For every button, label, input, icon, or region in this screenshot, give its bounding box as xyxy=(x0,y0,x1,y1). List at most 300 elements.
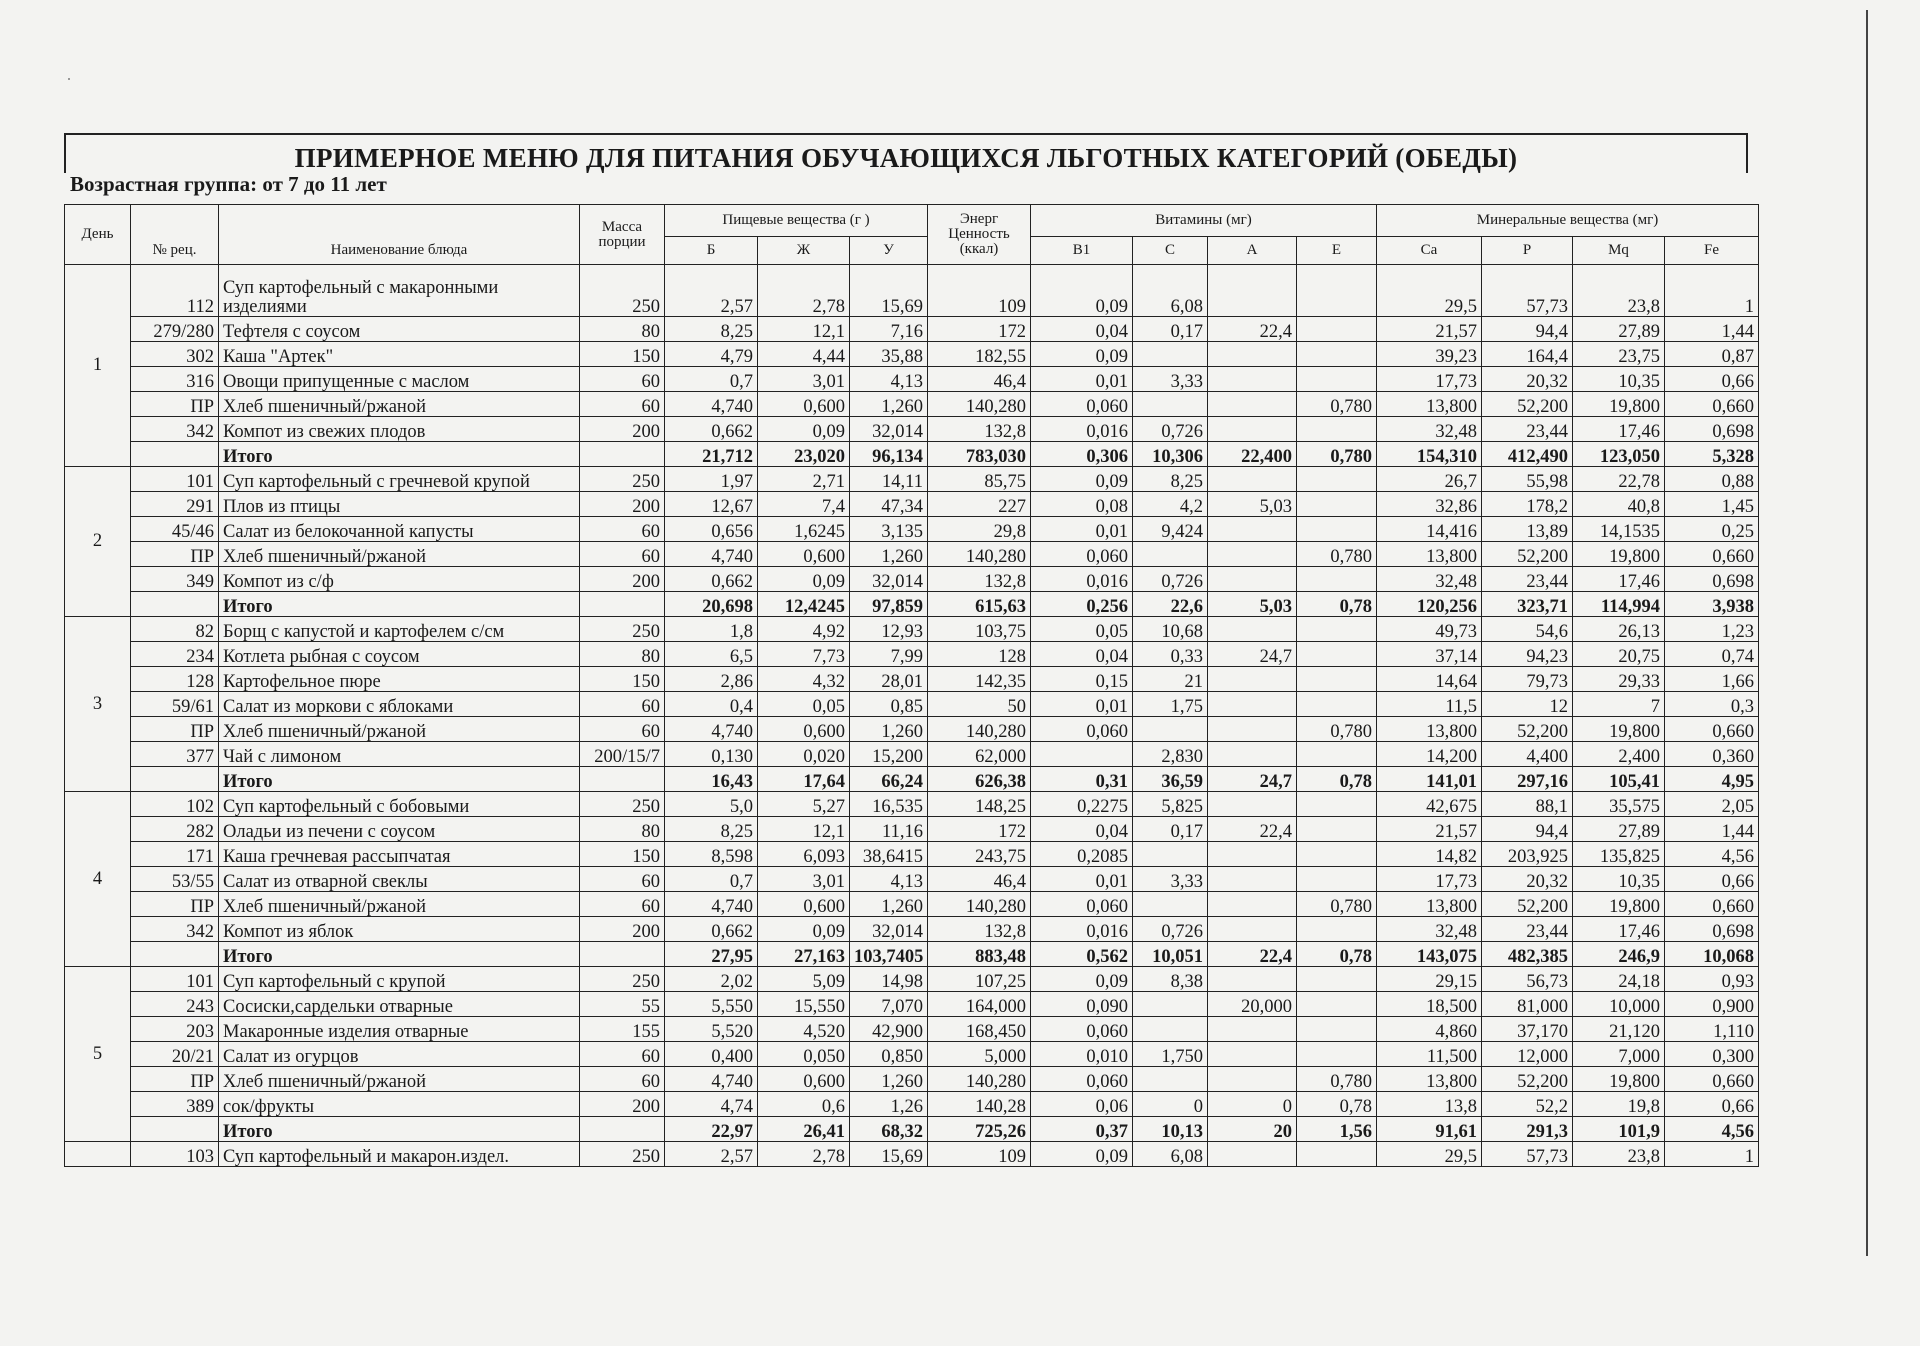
value-cell xyxy=(1208,892,1297,917)
total-value: 22,97 xyxy=(665,1117,758,1142)
total-value: 482,385 xyxy=(1482,942,1573,967)
value-cell xyxy=(1208,1042,1297,1067)
total-label: Итого xyxy=(219,767,580,792)
value-cell: 200 xyxy=(580,567,665,592)
value-cell: 42,900 xyxy=(850,1017,928,1042)
value-cell xyxy=(1208,967,1297,992)
value-cell: 1,66 xyxy=(1665,667,1759,692)
value-cell: 0,780 xyxy=(1297,892,1377,917)
value-cell: 22,78 xyxy=(1573,467,1665,492)
recipe-number: 342 xyxy=(131,917,219,942)
value-cell xyxy=(1297,867,1377,892)
value-cell: 0,600 xyxy=(758,542,850,567)
value-cell: 21,57 xyxy=(1377,817,1482,842)
value-cell: 0,656 xyxy=(665,517,758,542)
value-cell: 0,74 xyxy=(1665,642,1759,667)
value-cell: 0,66 xyxy=(1665,867,1759,892)
value-cell xyxy=(1297,692,1377,717)
value-cell xyxy=(1208,367,1297,392)
value-cell: 11,16 xyxy=(850,817,928,842)
value-cell xyxy=(1208,867,1297,892)
value-cell: 0,600 xyxy=(758,392,850,417)
value-cell: 0 xyxy=(1208,1092,1297,1117)
recipe-number: 342 xyxy=(131,417,219,442)
value-cell: 0,360 xyxy=(1665,742,1759,767)
total-value: 16,43 xyxy=(665,767,758,792)
value-cell xyxy=(1297,567,1377,592)
value-cell: 1,75 xyxy=(1133,692,1208,717)
value-cell: 32,48 xyxy=(1377,567,1482,592)
value-cell: 11,500 xyxy=(1377,1042,1482,1067)
header-zh: Ж xyxy=(758,237,850,265)
value-cell: 1,8 xyxy=(665,617,758,642)
value-cell: 1,110 xyxy=(1665,1017,1759,1042)
value-cell: 13,800 xyxy=(1377,542,1482,567)
value-cell: 62,000 xyxy=(928,742,1031,767)
value-cell: 0,698 xyxy=(1665,417,1759,442)
value-cell: 52,200 xyxy=(1482,717,1573,742)
total-row xyxy=(65,942,1759,967)
value-cell: 140,280 xyxy=(928,542,1031,567)
value-cell: 49,73 xyxy=(1377,617,1482,642)
value-cell: 0,016 xyxy=(1031,417,1133,442)
value-cell: 38,6415 xyxy=(850,842,928,867)
value-cell: 0,660 xyxy=(1665,892,1759,917)
value-cell xyxy=(1133,992,1208,1017)
recipe-number: 377 xyxy=(131,742,219,767)
value-cell: 0,060 xyxy=(1031,542,1133,567)
value-cell xyxy=(1297,992,1377,1017)
value-cell: 1,260 xyxy=(850,542,928,567)
value-cell: 0,090 xyxy=(1031,992,1133,1017)
value-cell: 0,698 xyxy=(1665,917,1759,942)
recipe-number: 101 xyxy=(131,467,219,492)
value-cell: 37,14 xyxy=(1377,642,1482,667)
value-cell: 5,0 xyxy=(665,792,758,817)
value-cell: 13,800 xyxy=(1377,1067,1482,1092)
total-value: 22,6 xyxy=(1133,592,1208,617)
total-value: 4,95 xyxy=(1665,767,1759,792)
value-cell: 23,8 xyxy=(1573,1142,1665,1167)
value-cell xyxy=(1297,1042,1377,1067)
value-cell: 6,5 xyxy=(665,642,758,667)
total-value: 4,56 xyxy=(1665,1117,1759,1142)
value-cell: 0,17 xyxy=(1133,817,1208,842)
value-cell: 168,450 xyxy=(928,1017,1031,1042)
value-cell: 19,800 xyxy=(1573,542,1665,567)
dish-name: Хлеб пшеничный/ржаной xyxy=(219,1067,580,1092)
value-cell xyxy=(1031,742,1133,767)
recipe-number: 102 xyxy=(131,792,219,817)
total-value: 291,3 xyxy=(1482,1117,1573,1142)
value-cell: 200 xyxy=(580,492,665,517)
value-cell: 81,000 xyxy=(1482,992,1573,1017)
total-value: 27,163 xyxy=(758,942,850,967)
table-row xyxy=(65,867,1759,892)
value-cell: 14,98 xyxy=(850,967,928,992)
value-cell: 11,5 xyxy=(1377,692,1482,717)
value-cell: 32,014 xyxy=(850,567,928,592)
value-cell: 55 xyxy=(580,992,665,1017)
table-row xyxy=(65,717,1759,742)
value-cell: 0,17 xyxy=(1133,317,1208,342)
value-cell: 2,02 xyxy=(665,967,758,992)
value-cell: 60 xyxy=(580,367,665,392)
dish-name: Суп картофельный и макарон.издел. xyxy=(219,1142,580,1167)
total-value: 12,4245 xyxy=(758,592,850,617)
total-value: 36,59 xyxy=(1133,767,1208,792)
value-cell xyxy=(1208,392,1297,417)
dish-name: Суп картофельный с бобовыми xyxy=(219,792,580,817)
value-cell: 4,740 xyxy=(665,717,758,742)
table-row xyxy=(65,842,1759,867)
value-cell: 132,8 xyxy=(928,917,1031,942)
value-cell: 182,55 xyxy=(928,342,1031,367)
table-row xyxy=(65,892,1759,917)
value-cell: 0,600 xyxy=(758,892,850,917)
value-cell: 3,135 xyxy=(850,517,928,542)
value-cell: 0,33 xyxy=(1133,642,1208,667)
value-cell: 0,060 xyxy=(1031,717,1133,742)
value-cell: 15,200 xyxy=(850,742,928,767)
total-value: 26,41 xyxy=(758,1117,850,1142)
value-cell: 94,23 xyxy=(1482,642,1573,667)
table-row xyxy=(65,342,1759,367)
table-row xyxy=(65,817,1759,842)
value-cell: 0,726 xyxy=(1133,567,1208,592)
value-cell: 0,04 xyxy=(1031,642,1133,667)
value-cell: 0,060 xyxy=(1031,1017,1133,1042)
value-cell: 164,4 xyxy=(1482,342,1573,367)
value-cell: 250 xyxy=(580,265,665,317)
value-cell: 12,93 xyxy=(850,617,928,642)
total-value: 246,9 xyxy=(1573,942,1665,967)
dish-name: Салат из огурцов xyxy=(219,1042,580,1067)
value-cell: 13,800 xyxy=(1377,392,1482,417)
table-row xyxy=(65,1142,1759,1167)
dish-name: Салат из белокочанной капусты xyxy=(219,517,580,542)
dish-name: Хлеб пшеничный/ржаной xyxy=(219,392,580,417)
total-label: Итого xyxy=(219,942,580,967)
value-cell: 250 xyxy=(580,1142,665,1167)
value-cell xyxy=(1297,742,1377,767)
document-title: ПРИМЕРНОЕ МЕНЮ ДЛЯ ПИТАНИЯ ОБУЧАЮЩИХСЯ ЛЬГОТНЫХ КАТЕГОРИЙ (ОБЕДЫ) xyxy=(294,143,1518,173)
value-cell: 40,8 xyxy=(1573,492,1665,517)
value-cell: 6,08 xyxy=(1133,265,1208,317)
value-cell: 32,48 xyxy=(1377,417,1482,442)
value-cell: 4,13 xyxy=(850,867,928,892)
dish-name: Суп картофельный с гречневой крупой xyxy=(219,467,580,492)
value-cell: 21,57 xyxy=(1377,317,1482,342)
total-value: 10,13 xyxy=(1133,1117,1208,1142)
value-cell: 2,830 xyxy=(1133,742,1208,767)
value-cell: 0,662 xyxy=(665,917,758,942)
table-row xyxy=(65,567,1759,592)
value-cell: 32,48 xyxy=(1377,917,1482,942)
dish-name: Борщ с капустой и картофелем с/см xyxy=(219,617,580,642)
value-cell: 5,550 xyxy=(665,992,758,1017)
value-cell: 4,400 xyxy=(1482,742,1573,767)
value-cell: 1,750 xyxy=(1133,1042,1208,1067)
dish-name: Картофельное пюре xyxy=(219,667,580,692)
value-cell: 0,01 xyxy=(1031,692,1133,717)
dish-name: Тефтеля с соусом xyxy=(219,317,580,342)
total-value: 23,020 xyxy=(758,442,850,467)
value-cell: 7,99 xyxy=(850,642,928,667)
value-cell: 32,014 xyxy=(850,417,928,442)
value-cell: 0,016 xyxy=(1031,567,1133,592)
table-row xyxy=(65,1042,1759,1067)
day-number xyxy=(65,1142,131,1167)
total-value: 0,780 xyxy=(1297,442,1377,467)
value-cell: 8,598 xyxy=(665,842,758,867)
value-cell: 2,05 xyxy=(1665,792,1759,817)
value-cell: 200 xyxy=(580,1092,665,1117)
dish-name: Чай с лимоном xyxy=(219,742,580,767)
table-row xyxy=(65,265,1759,317)
dish-name: Макаронные изделия отварные xyxy=(219,1017,580,1042)
value-cell: 23,44 xyxy=(1482,917,1573,942)
value-cell: 1,44 xyxy=(1665,317,1759,342)
dish-name: Компот из яблок xyxy=(219,917,580,942)
header-a: A xyxy=(1208,237,1297,265)
value-cell: 140,280 xyxy=(928,1067,1031,1092)
table-row xyxy=(65,367,1759,392)
recipe-number: 291 xyxy=(131,492,219,517)
total-value: 66,24 xyxy=(850,767,928,792)
value-cell: 0,010 xyxy=(1031,1042,1133,1067)
header-b1: B1 xyxy=(1031,237,1133,265)
total-value: 22,4 xyxy=(1208,942,1297,967)
value-cell: 29,5 xyxy=(1377,265,1482,317)
value-cell: 250 xyxy=(580,467,665,492)
value-cell: 29,33 xyxy=(1573,667,1665,692)
age-group-label: Возрастная группа: от 7 до 11 лет xyxy=(70,172,387,196)
total-value: 323,71 xyxy=(1482,592,1573,617)
recipe-number: 20/21 xyxy=(131,1042,219,1067)
value-cell: 142,35 xyxy=(928,667,1031,692)
value-cell: 0,3 xyxy=(1665,692,1759,717)
value-cell: 22,4 xyxy=(1208,817,1297,842)
value-cell: 4,79 xyxy=(665,342,758,367)
total-value: 97,859 xyxy=(850,592,928,617)
value-cell: 24,18 xyxy=(1573,967,1665,992)
recipe-number: 103 xyxy=(131,1142,219,1167)
value-cell: 4,32 xyxy=(758,667,850,692)
total-label: Итого xyxy=(219,1117,580,1142)
dish-name: Салат из отварной свеклы xyxy=(219,867,580,892)
value-cell: 135,825 xyxy=(1573,842,1665,867)
value-cell: 0,726 xyxy=(1133,917,1208,942)
value-cell: 0,09 xyxy=(1031,342,1133,367)
recipe-number: ПР xyxy=(131,392,219,417)
value-cell: 250 xyxy=(580,792,665,817)
value-cell xyxy=(1297,1142,1377,1167)
value-cell: 47,34 xyxy=(850,492,928,517)
value-cell: 4,740 xyxy=(665,1067,758,1092)
value-cell: 21,120 xyxy=(1573,1017,1665,1042)
value-cell: 0,04 xyxy=(1031,817,1133,842)
value-cell: 0,88 xyxy=(1665,467,1759,492)
value-cell: 0,016 xyxy=(1031,917,1133,942)
value-cell: 10,35 xyxy=(1573,367,1665,392)
value-cell: 1,23 xyxy=(1665,617,1759,642)
value-cell: 18,500 xyxy=(1377,992,1482,1017)
scan-edge-line xyxy=(1866,10,1868,1256)
value-cell xyxy=(1297,967,1377,992)
value-cell: 19,800 xyxy=(1573,717,1665,742)
value-cell: 42,675 xyxy=(1377,792,1482,817)
table-row xyxy=(65,967,1759,992)
value-cell: 0,726 xyxy=(1133,417,1208,442)
header-vitamins: Витамины (мг) xyxy=(1031,205,1377,237)
total-value: 91,61 xyxy=(1377,1117,1482,1142)
recipe-number: 171 xyxy=(131,842,219,867)
dish-name: Салат из моркови с яблоками xyxy=(219,692,580,717)
value-cell: 29,15 xyxy=(1377,967,1482,992)
menu-table xyxy=(64,204,1759,1167)
recipe-number: 243 xyxy=(131,992,219,1017)
value-cell: 19,800 xyxy=(1573,1067,1665,1092)
recipe-number: 203 xyxy=(131,1017,219,1042)
value-cell: 7 xyxy=(1573,692,1665,717)
table-row xyxy=(65,642,1759,667)
value-cell xyxy=(1208,917,1297,942)
table-row xyxy=(65,417,1759,442)
value-cell: 23,44 xyxy=(1482,567,1573,592)
value-cell: 0,08 xyxy=(1031,492,1133,517)
value-cell: 23,8 xyxy=(1573,265,1665,317)
value-cell: 79,73 xyxy=(1482,667,1573,692)
value-cell: 0,850 xyxy=(850,1042,928,1067)
value-cell: 80 xyxy=(580,642,665,667)
value-cell: 1,45 xyxy=(1665,492,1759,517)
recipe-number: 112 xyxy=(131,265,219,317)
value-cell: 7,4 xyxy=(758,492,850,517)
value-cell: 107,25 xyxy=(928,967,1031,992)
value-cell xyxy=(1297,417,1377,442)
header-mg: Mq xyxy=(1573,237,1665,265)
value-cell: 250 xyxy=(580,617,665,642)
value-cell: 0,05 xyxy=(758,692,850,717)
value-cell: 0,4 xyxy=(665,692,758,717)
value-cell xyxy=(1297,1017,1377,1042)
recipe-number: 389 xyxy=(131,1092,219,1117)
value-cell: 0,698 xyxy=(1665,567,1759,592)
value-cell xyxy=(1133,892,1208,917)
value-cell xyxy=(1208,342,1297,367)
value-cell: 22,4 xyxy=(1208,317,1297,342)
value-cell xyxy=(1297,817,1377,842)
value-cell: 0,060 xyxy=(1031,892,1133,917)
total-value: 10,306 xyxy=(1133,442,1208,467)
value-cell: 94,4 xyxy=(1482,317,1573,342)
value-cell: 60 xyxy=(580,1042,665,1067)
value-cell: 13,8 xyxy=(1377,1092,1482,1117)
value-cell: 227 xyxy=(928,492,1031,517)
value-cell: 14,82 xyxy=(1377,842,1482,867)
value-cell: 0,020 xyxy=(758,742,850,767)
value-cell: 164,000 xyxy=(928,992,1031,1017)
value-cell: 0,6 xyxy=(758,1092,850,1117)
value-cell: 17,46 xyxy=(1573,567,1665,592)
value-cell: 26,7 xyxy=(1377,467,1482,492)
header-p: P xyxy=(1482,237,1573,265)
dish-name: Компот из свежих плодов xyxy=(219,417,580,442)
value-cell: 0,7 xyxy=(665,867,758,892)
day-number: 5 xyxy=(65,967,131,1142)
value-cell: 0,780 xyxy=(1297,542,1377,567)
value-cell: 1,260 xyxy=(850,1067,928,1092)
value-cell: 203,925 xyxy=(1482,842,1573,867)
value-cell: 148,25 xyxy=(928,792,1031,817)
value-cell: 26,13 xyxy=(1573,617,1665,642)
value-cell: 4,740 xyxy=(665,542,758,567)
value-cell: 4,74 xyxy=(665,1092,758,1117)
value-cell: 109 xyxy=(928,1142,1031,1167)
total-value: 0,306 xyxy=(1031,442,1133,467)
value-cell: 0,662 xyxy=(665,567,758,592)
total-value: 27,95 xyxy=(665,942,758,967)
total-row xyxy=(65,442,1759,467)
value-cell: 24,7 xyxy=(1208,642,1297,667)
value-cell: 20,000 xyxy=(1208,992,1297,1017)
value-cell: 0,780 xyxy=(1297,392,1377,417)
value-cell: 60 xyxy=(580,717,665,742)
recipe-number: 282 xyxy=(131,817,219,842)
value-cell: 0,780 xyxy=(1297,1067,1377,1092)
recipe-number: 128 xyxy=(131,667,219,692)
value-cell: 28,01 xyxy=(850,667,928,692)
value-cell: 14,416 xyxy=(1377,517,1482,542)
dish-name: Хлеб пшеничный/ржаной xyxy=(219,892,580,917)
header-row-1 xyxy=(65,205,1759,237)
value-cell: 21 xyxy=(1133,667,1208,692)
value-cell: 17,46 xyxy=(1573,917,1665,942)
value-cell: 23,75 xyxy=(1573,342,1665,367)
value-cell: 60 xyxy=(580,392,665,417)
value-cell xyxy=(1133,542,1208,567)
value-cell xyxy=(1133,842,1208,867)
total-value: 10,051 xyxy=(1133,942,1208,967)
scan-speck xyxy=(68,78,70,80)
value-cell xyxy=(1133,392,1208,417)
value-cell: 0,662 xyxy=(665,417,758,442)
value-cell xyxy=(1297,317,1377,342)
value-cell: 80 xyxy=(580,317,665,342)
table-row xyxy=(65,742,1759,767)
value-cell: 1 xyxy=(1665,1142,1759,1167)
dish-name: Каша гречневая рассыпчатая xyxy=(219,842,580,867)
value-cell: 172 xyxy=(928,317,1031,342)
recipe-number: 316 xyxy=(131,367,219,392)
value-cell: 4,44 xyxy=(758,342,850,367)
total-value: 24,7 xyxy=(1208,767,1297,792)
recipe-number: 279/280 xyxy=(131,317,219,342)
value-cell: 2,57 xyxy=(665,265,758,317)
value-cell: 0,600 xyxy=(758,1067,850,1092)
value-cell xyxy=(1208,667,1297,692)
dish-name: Суп картофельный с крупой xyxy=(219,967,580,992)
value-cell xyxy=(1297,467,1377,492)
value-cell: 5,520 xyxy=(665,1017,758,1042)
value-cell: 0,400 xyxy=(665,1042,758,1067)
total-value: 10,068 xyxy=(1665,942,1759,967)
value-cell: 56,73 xyxy=(1482,967,1573,992)
table-row xyxy=(65,492,1759,517)
table-row xyxy=(65,467,1759,492)
recipe-number: 302 xyxy=(131,342,219,367)
